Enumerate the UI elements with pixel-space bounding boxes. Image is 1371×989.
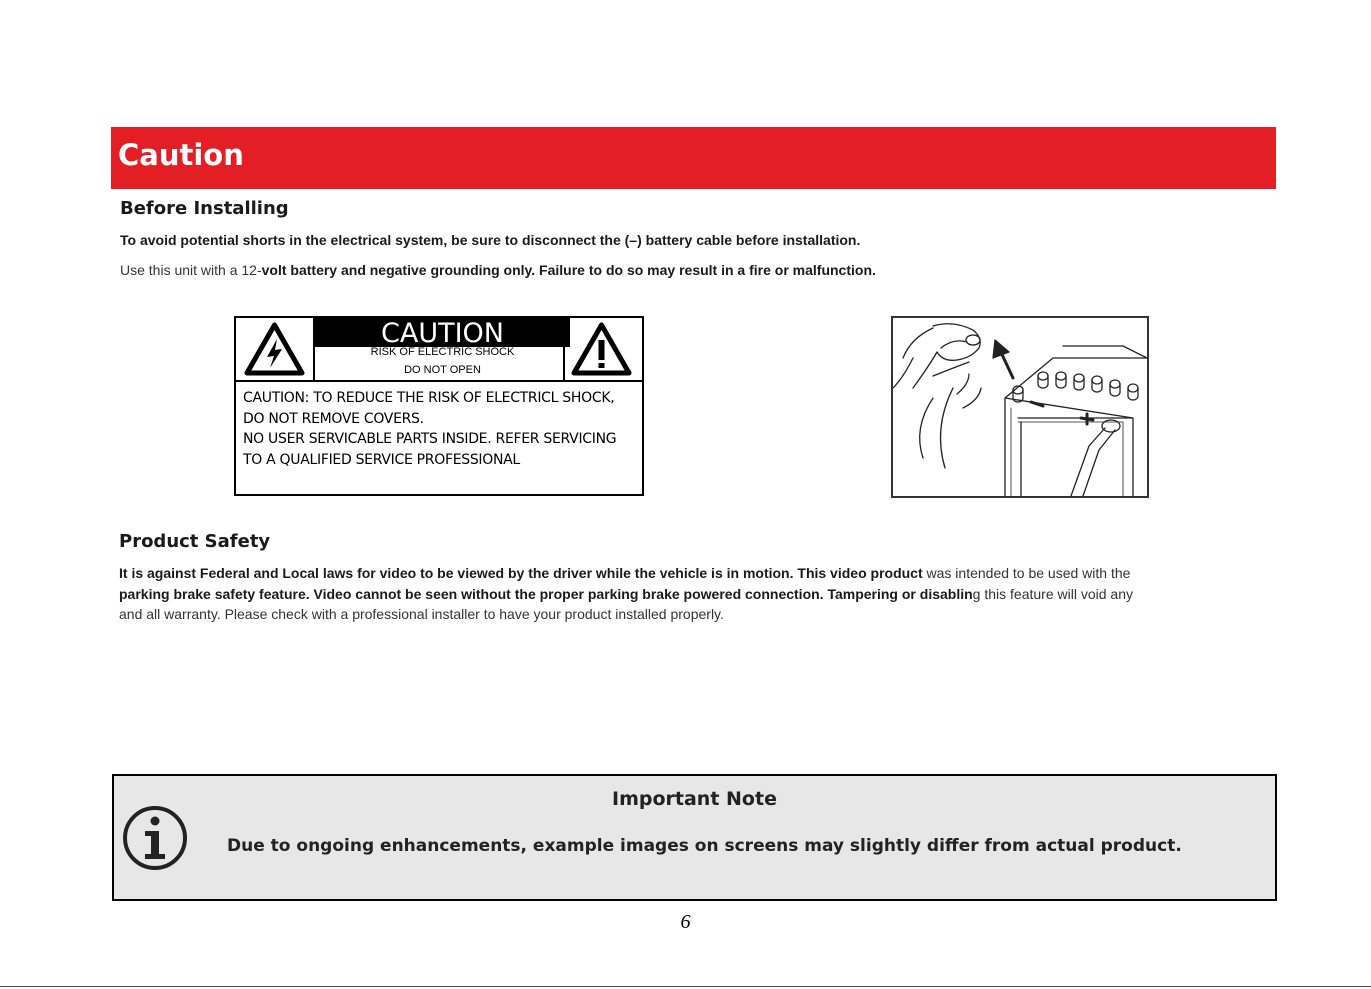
caution-label-line: TO A QUALIFIED SERVICE PROFESSIONAL (243, 451, 520, 468)
caution-label-subtitle-1: RISK OF ELECTRIC SHOCK (370, 346, 515, 358)
caution-label-title: CAUTION (315, 318, 570, 347)
line-2-regular: Use this unit with a 12- (120, 262, 262, 278)
caution-label-line: CAUTION: TO REDUCE THE RISK OF ELECTRICL SHOCK, (243, 390, 615, 406)
caution-label-line: DO NOT REMOVE COVERS. (243, 410, 424, 427)
caution-banner (111, 127, 1276, 189)
product-safety-line-2-regular: g this feature will void any (972, 586, 1133, 602)
product-safety-heading: Product Safety (119, 531, 271, 552)
important-note-box (112, 774, 1277, 901)
bottom-divider (0, 986, 1371, 987)
shock-warning-icon (236, 318, 315, 380)
line-2-bold: volt battery and negative grounding only. Failure to do so may result in a fire or malfunction. (261, 262, 876, 278)
caution-label-line: NO USER SERVICABLE PARTS INSIDE. REFER SERVICING (243, 431, 617, 447)
product-safety-line-1-regular: was intended to be used with the (922, 565, 1131, 581)
product-safety-line-2 (119, 586, 1133, 602)
page-title: Caution (118, 138, 244, 172)
info-icon (121, 804, 189, 877)
before-installing-heading: Before Installing (120, 198, 289, 219)
product-safety-line-2-bold: parking brake safety feature. Video cannot be seen without the proper parking brake powered connection. Tampering or disablin (119, 586, 973, 602)
product-safety-line-3 (119, 606, 724, 622)
exclamation-warning-icon (563, 318, 642, 380)
before-installing-line-2 (120, 262, 876, 278)
product-safety-line-1 (119, 565, 1130, 581)
battery-disconnect-illustration (891, 316, 1149, 498)
caution-label-subtitle-2: DO NOT OPEN (404, 364, 481, 376)
important-note-title: Important Note (612, 788, 777, 810)
product-safety-line-3-regular: and all warranty. Please check with a professional installer to have your product installed properly. (119, 606, 724, 622)
caution-label (234, 316, 644, 496)
caution-label-body (243, 388, 616, 470)
caution-label-header (236, 318, 642, 382)
product-safety-line-1-bold: It is against Federal and Local laws for video to be viewed by the driver while the vehicle is in motion. This video product (119, 565, 923, 581)
page-number: 6 (680, 911, 691, 933)
important-note-message: Due to ongoing enhancements, example images on screens may slightly differ from actual product. (227, 836, 1182, 856)
caution-label-title-block (315, 318, 570, 380)
before-installing-line-1: To avoid potential shorts in the electrical system, be sure to disconnect the (–) battery cable before installation. (120, 232, 861, 248)
